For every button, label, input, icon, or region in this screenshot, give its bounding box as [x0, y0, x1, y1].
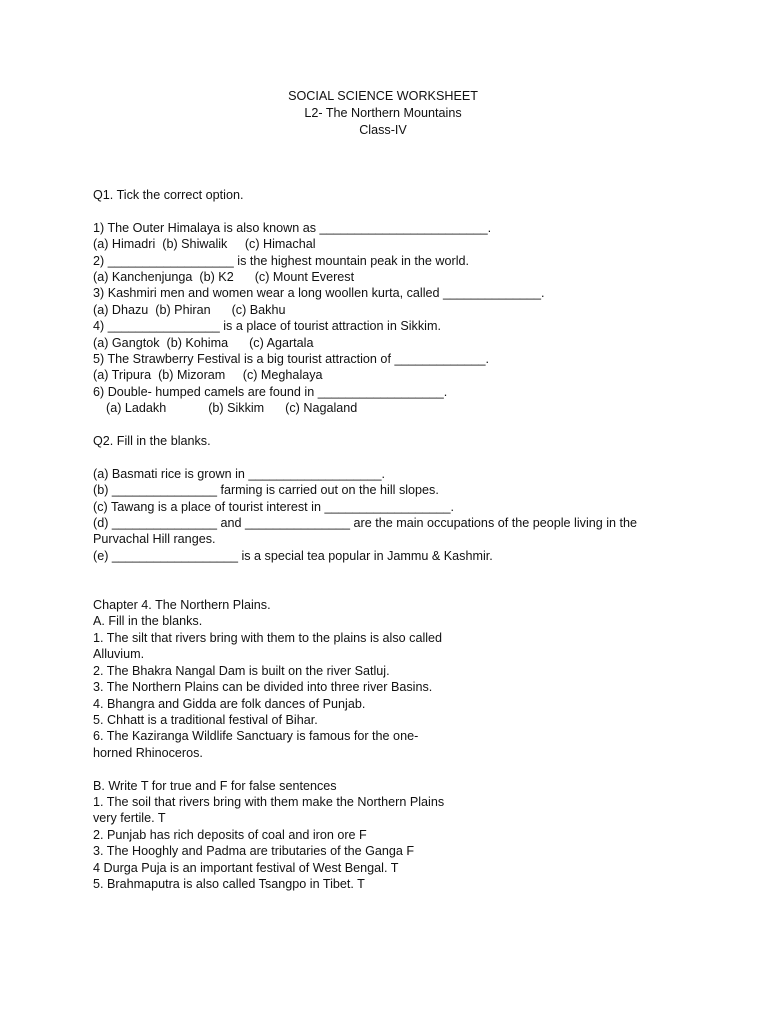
section-a-line: Alluvium. [93, 647, 145, 662]
q2-line: Purvachal Hill ranges. [93, 532, 216, 547]
section-a-line: 1. The silt that rivers bring with them to the plains is also called [93, 630, 443, 645]
worksheet-title: SOCIAL SCIENCE WORKSHEET [288, 89, 478, 103]
q2-line: (c) Tawang is a place of tourist interest in __________________. [93, 499, 455, 514]
section-b-line: 3. The Hooghly and Padma are tributaries of the Ganga F [93, 844, 415, 859]
worksheet-header [93, 88, 673, 139]
q1-line: (a) Tripura (b) Mizoram (c) Meghalaya [93, 368, 323, 383]
worksheet-class: Class-IV [359, 123, 407, 137]
q1-line: (a) Dhazu (b) Phiran (c) Bakhu [93, 302, 286, 317]
section-a-line: 2. The Bhakra Nangal Dam is built on the river Satluj. [93, 663, 390, 678]
q1-heading: Q1. Tick the correct option. [93, 188, 244, 202]
q1-line: 4) ________________ is a place of tourist attraction in Sikkim. [93, 319, 441, 334]
section-b-line: very fertile. T [93, 811, 166, 826]
section-a-line: 4. Bhangra and Gidda are folk dances of Punjab. [93, 696, 366, 711]
q1-line: (a) Himadri (b) Shiwalik (c) Himachal [93, 237, 316, 252]
section-a-line: 5. Chhatt is a traditional festival of Bihar. [93, 712, 318, 727]
worksheet-subtitle: L2- The Northern Mountains [304, 106, 462, 120]
section-b-line: 1. The soil that rivers bring with them make the Northern Plains [93, 794, 445, 809]
q1-line: 5) The Strawberry Festival is a big tourist attraction of _____________. [93, 352, 489, 367]
q1-line: 3) Kashmiri men and women wear a long woollen kurta, called ______________. [93, 286, 545, 301]
q1-line: 1) The Outer Himalaya is also known as ________________________. [93, 220, 492, 235]
q2-line: (e) __________________ is a special tea popular in Jammu & Kashmir. [93, 548, 493, 563]
section-a-heading: A. Fill in the blanks. [93, 614, 203, 629]
q1-section [93, 187, 693, 417]
q1-line: (a) Kanchenjunga (b) K2 (c) Mount Everest [93, 270, 355, 285]
section-b-line: 5. Brahmaputra is also called Tsangpo in Tibet. T [93, 876, 365, 891]
section-b-line: 2. Punjab has rich deposits of coal and iron ore F [93, 827, 367, 842]
chapter4-section [93, 597, 693, 892]
q1-line: (a) Ladakh (b) Sikkim (c) Nagaland [106, 401, 358, 416]
section-b-heading: B. Write T for true and F for false sentences [93, 778, 337, 793]
q1-line: 6) Double- humped camels are found in __________________. [93, 384, 448, 399]
section-a-line: 3. The Northern Plains can be divided into three river Basins. [93, 680, 433, 695]
q1-line: 2) __________________ is the highest mountain peak in the world. [93, 253, 469, 268]
q1-line: (a) Gangtok (b) Kohima (c) Agartala [93, 335, 314, 350]
q2-line: (d) _______________ and _______________ are the main occupations of the people living in the [93, 516, 638, 531]
q2-line: (a) Basmati rice is grown in ___________________. [93, 466, 385, 481]
section-a-line: horned Rhinoceros. [93, 745, 203, 760]
worksheet-page [93, 88, 693, 892]
chapter4-heading: Chapter 4. The Northern Plains. [93, 598, 271, 613]
q2-heading: Q2. Fill in the blanks. [93, 434, 211, 449]
section-a-line: 6. The Kaziranga Wildlife Sanctuary is famous for the one- [93, 729, 419, 744]
q2-section [93, 433, 693, 564]
q2-line: (b) _______________ farming is carried out on the hill slopes. [93, 483, 439, 498]
section-b-line: 4 Durga Puja is an important festival of West Bengal. T [93, 860, 399, 875]
